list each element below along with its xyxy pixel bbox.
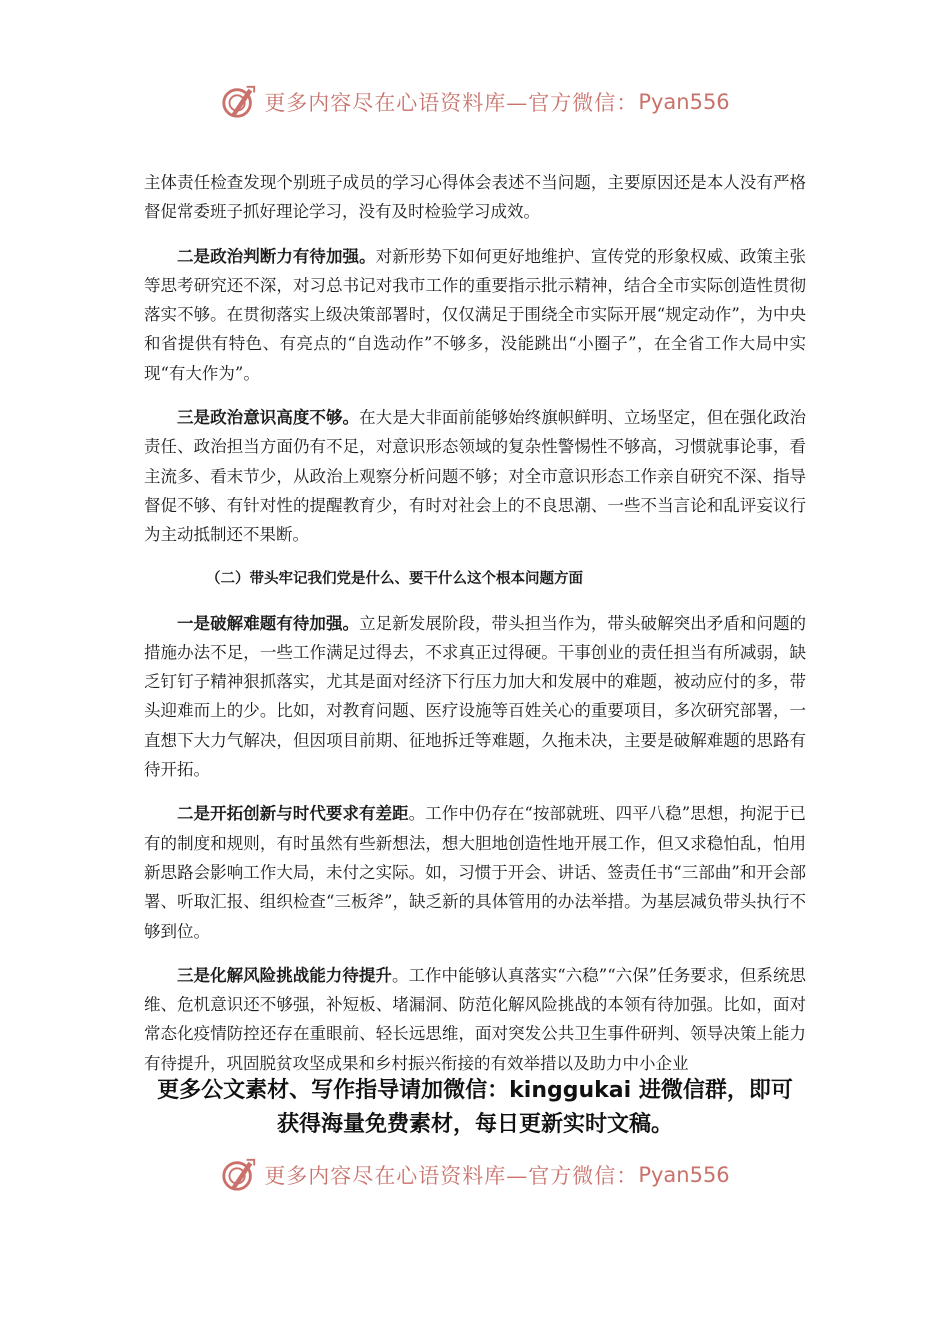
paragraph: 二是政治判断力有待加强。对新形势下如何更好地维护、宣传党的形象权威、政策主张等思考研究还不深，对习总书记对我市工作的重要指示批示精神，结合全市实际创造性贯彻落实不够。在贯彻落实上级决策部署时，仅仅满足于围绕全市实际开展“规定动作”，为中央和省提供有特色、有亮点的“自选动作”不够多，没能跳出“小圈子”，在全省工作大局中实现“有大作为”。 [144,246,807,383]
paragraph-lead: 三是政治意识高度不够。 [177,408,360,428]
header-watermark-banner [0,82,950,122]
paragraph: 三是化解风险挑战能力待提升。工作中能够认真落实“六稳”“六保”任务要求，但系统思维、危机意识还不够强，补短板、堵漏洞、防范化解风险挑战的本领有待加强。比如，面对常态化疫情防控还存在重眼前、轻长远思维，面对突发公共卫生事件研判、领导决策上能力有待提升，巩固脱贫攻坚成果和乡村振兴衔接的有效举措以及助力中小企业 [144,965,807,1073]
promo-notice [0,1074,950,1142]
banner-handle: Pyan556 [638,1163,730,1187]
pen-logo-icon [220,1156,258,1194]
paragraph: 主体责任检查发现个别班子成员的学习心得体会表述不当问题，主要原因还是本人没有严格督促常委班子抓好理论学习，没有及时检验学习成效。 [144,173,806,222]
paragraph: 一是破解难题有待加强。立足新发展阶段，带头担当作为，带头破解突出矛盾和问题的措施办法不足，一些工作满足过得去，不求真正过得硬。干事创业的责任担当有所减弱，缺乏钉钉子精神狠抓落实，尤其是面对经济下行压力加大和发展中的难题，被动应付的多，带头迎难而上的少。比如，对教育问题、医疗设施等百姓关心的重要项目，多次研究部署，一直想下大力气解决，但因项目前期、征地拆迁等难题，久拖未决，主要是破解难题的思路有待开拓。 [144,613,807,780]
banner-text: 更多内容尽在心语资料库—官方微信： [264,1164,639,1188]
paragraph: 二是开拓创新与时代要求有差距。工作中仍存在“按部就班、四平八稳”思想，拘泥于已有的制度和规则，有时虽然有些新想法，想大胆地创造性地开展工作，但又求稳怕乱，怕用新思路会影响工作大局，未付之实际。如，习惯于开会、讲话、签责任书“三部曲”和开会部署、听取汇报、组织检查“三板斧”，缺乏新的具体管用的办法举措。为基层减负带头执行不够到位。 [144,804,807,941]
promo-line-2: 获得海量免费素材，每日更新实时文稿。 [276,1112,673,1137]
paragraph-lead: 二是政治判断力有待加强。 [177,246,376,266]
section-heading: （二）带头牢记我们党是什么、要干什么这个根本问题方面 [206,570,583,587]
paragraph-lead: 二是开拓创新与时代要求有差距 [177,804,409,824]
paragraph-lead: 一是破解难题有待加强。 [177,613,360,633]
footer-watermark-banner [0,1155,950,1195]
banner-handle: Pyan556 [638,90,730,114]
banner-text: 更多内容尽在心语资料库—官方微信： [264,91,639,115]
pen-logo-icon [220,83,258,121]
document-body [144,168,806,1093]
paragraph: 三是政治意识高度不够。在大是大非面前能够始终旗帜鲜明、立场坚定，但在强化政治责任、政治担当方面仍有不足，对意识形态领域的复杂性警惕性不够高，习惯就事论事，看主流多、看末节少，从政治上观察分析问题不够；对全市意识形态工作亲自研究不深、指导督促不够、有针对性的提醒教育少，有时对社会上的不良思潮、一些不当言论和乱评妄议行为主动抵制还不果断。 [144,408,807,545]
promo-line-1: 更多公文素材、写作指导请加微信：kinggukai 进微信群，即可 [157,1078,793,1103]
paragraph-lead: 三是化解风险挑战能力待提升 [177,965,392,985]
